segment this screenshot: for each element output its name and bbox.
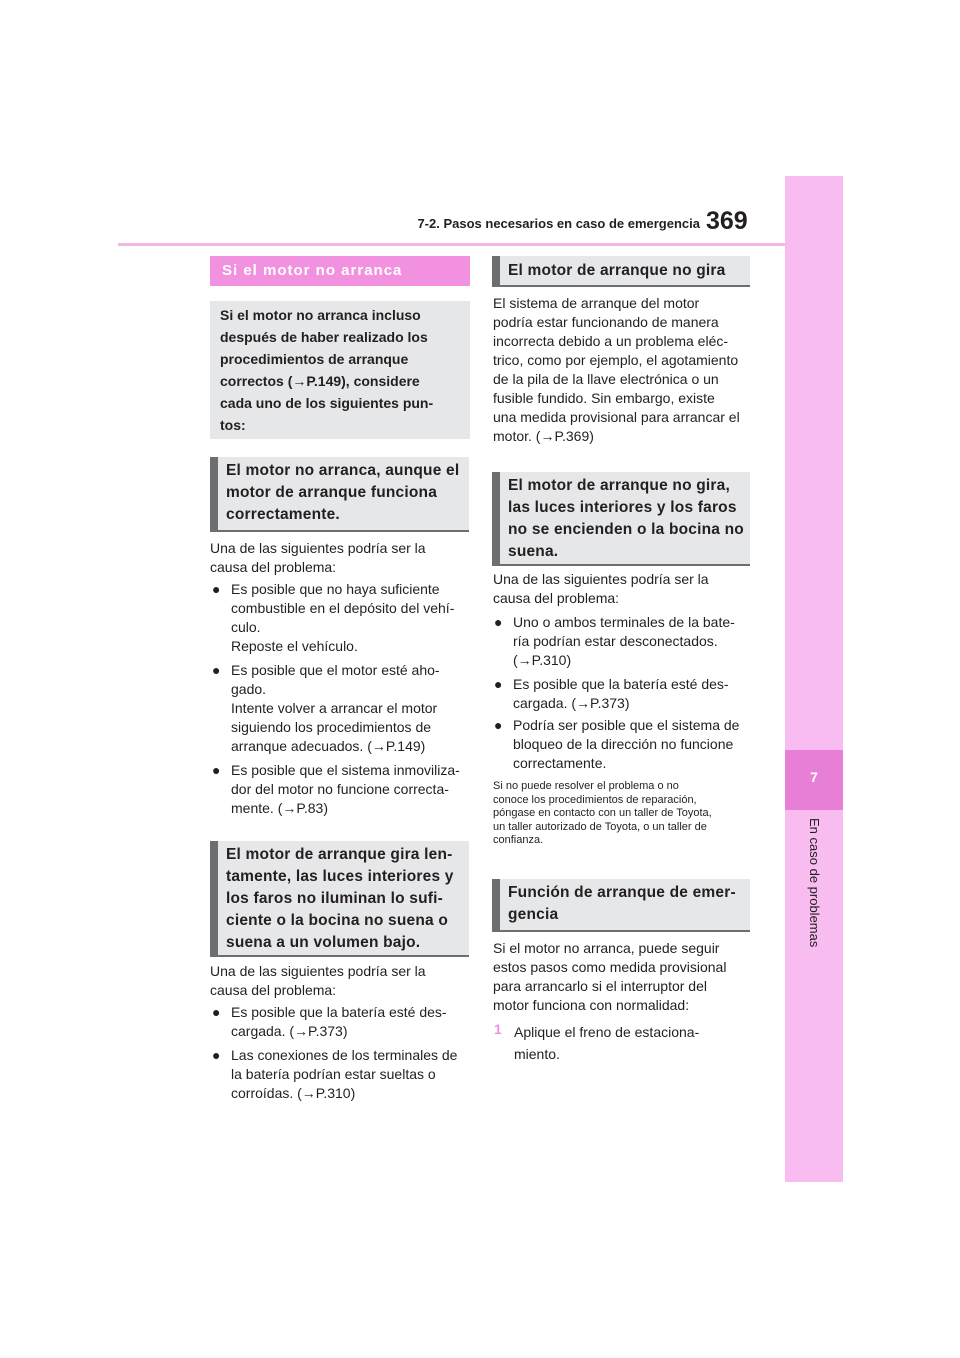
list-item bbox=[212, 761, 470, 821]
text-line: (→P.310) bbox=[513, 652, 572, 668]
subheading-line: gencia bbox=[508, 906, 559, 923]
bullet-dot: ● bbox=[212, 1047, 221, 1063]
subheading-line: El motor de arranque no gira, bbox=[508, 477, 730, 494]
subheading-line: suena. bbox=[508, 543, 559, 560]
intro-line: cada uno de los siguientes pun- bbox=[220, 395, 434, 411]
text-line: miento. bbox=[514, 1046, 560, 1062]
text-line: bloqueo de la dirección no funcione bbox=[513, 736, 734, 752]
text-line: gado. bbox=[231, 681, 267, 697]
main-heading: Si el motor no arranca bbox=[210, 256, 470, 286]
intro-line: correctos (→P.149), considere bbox=[220, 373, 420, 389]
text-line: Podría ser posible que el sistema de bbox=[513, 717, 740, 733]
section-title: 7-2. Pasos necesarios en caso de emergencia bbox=[417, 216, 700, 231]
text-line: la batería podrían estar sueltas o bbox=[231, 1066, 436, 1082]
bullet-dot: ● bbox=[494, 717, 503, 733]
subheading-line: tamente, las luces interiores y bbox=[226, 868, 454, 885]
step-text bbox=[514, 1021, 754, 1065]
subheading-emergency-start bbox=[492, 879, 750, 932]
subheading-no-lights-no-horn bbox=[492, 472, 750, 566]
text-line: Aplique el freno de estaciona- bbox=[514, 1024, 700, 1040]
text-line: confianza. bbox=[493, 834, 544, 846]
text-line: una medida provisional para arrancar el bbox=[493, 409, 740, 425]
text-line: Es posible que la batería esté des- bbox=[513, 676, 729, 692]
text-line: culo. bbox=[231, 619, 261, 635]
step-number: 1 bbox=[494, 1021, 502, 1037]
bullet-dot: ● bbox=[494, 614, 503, 630]
list-item bbox=[494, 613, 752, 673]
text-line: Una de las siguientes podría ser la bbox=[493, 571, 709, 587]
subheading-line: no se encienden o la bocina no bbox=[508, 521, 744, 538]
text-line: siguiendo los procedimientos de bbox=[231, 719, 432, 735]
text-line: un taller autorizado de Toyota, o un taller de bbox=[493, 820, 707, 833]
text-line: Una de las siguientes podría ser la bbox=[210, 540, 426, 556]
chapter-number: 7 bbox=[810, 769, 818, 785]
text-line: Es posible que la batería esté des- bbox=[231, 1004, 447, 1020]
subheading-line: El motor no arranca, aunque el bbox=[226, 462, 460, 479]
subheading-line: motor de arranque funciona bbox=[226, 484, 438, 501]
text-line: podría estar funcionando de manera bbox=[493, 314, 719, 330]
list-item bbox=[212, 580, 470, 658]
text-line: Si no puede resolver el problema o no bbox=[493, 780, 679, 792]
subheading-line: El motor de arranque no gira bbox=[508, 262, 726, 279]
subheading-starter-no-turn bbox=[492, 256, 750, 287]
intro-line: tos: bbox=[220, 417, 246, 433]
text-line: conoce los procedimientos de reparación, bbox=[493, 793, 697, 806]
text-line: fusible fundido. Sin embargo, existe bbox=[493, 390, 715, 406]
subheading-line: los faros no iluminan lo sufi- bbox=[226, 890, 443, 907]
subheading-line: ciente o la bocina no suena o bbox=[226, 912, 448, 929]
text-line: ría podrían estar desconectados. bbox=[513, 633, 718, 649]
body-paragraph bbox=[493, 294, 755, 446]
cause-paragraph bbox=[210, 539, 470, 577]
text-line: causa del problema: bbox=[210, 982, 337, 998]
page-number: 369 bbox=[706, 207, 748, 235]
text-line: Reposte el vehículo. bbox=[231, 638, 358, 654]
intro-box bbox=[210, 301, 470, 439]
header-rule bbox=[118, 243, 785, 246]
subheading-slow-starter bbox=[210, 841, 469, 957]
text-line: causa del problema: bbox=[493, 590, 620, 606]
intro-line: procedimientos de arranque bbox=[220, 351, 409, 367]
text-line: Uno o ambos terminales de la bate- bbox=[513, 614, 735, 630]
text-line: estos pasos como medida provisional bbox=[493, 959, 727, 975]
bullet-dot: ● bbox=[212, 662, 221, 678]
text-line: póngase en contacto con un taller de Toyota, bbox=[493, 807, 712, 819]
subheading-line: suena a un volumen bajo. bbox=[226, 934, 421, 951]
note-paragraph bbox=[493, 780, 755, 848]
text-line: corroídas. (→P.310) bbox=[231, 1085, 356, 1101]
list-item bbox=[212, 661, 470, 757]
text-line: Es posible que el sistema inmoviliza- bbox=[231, 762, 460, 778]
text-line: de la pila de la llave electrónica o un bbox=[493, 371, 719, 387]
text-line: cargada. (→P.373) bbox=[513, 695, 630, 711]
bullet-dot: ● bbox=[494, 676, 503, 692]
text-line: incorrecta debido a un problema eléc- bbox=[493, 333, 729, 349]
bullet-dot: ● bbox=[212, 1004, 221, 1020]
text-line: Una de las siguientes podría ser la bbox=[210, 963, 426, 979]
list-item bbox=[494, 675, 752, 715]
subheading-line: El motor de arranque gira len- bbox=[226, 846, 453, 863]
text-line: cargada. (→P.373) bbox=[231, 1023, 348, 1039]
text-line: motor. (→P.369) bbox=[493, 428, 594, 444]
text-line: Intente volver a arrancar el motor bbox=[231, 700, 438, 716]
text-line: Las conexiones de los terminales de bbox=[231, 1047, 458, 1063]
text-line: Si el motor no arranca, puede seguir bbox=[493, 940, 720, 956]
bullet-dot: ● bbox=[212, 762, 221, 778]
text-line: Es posible que el motor esté aho- bbox=[231, 662, 440, 678]
body-paragraph bbox=[493, 939, 755, 1015]
chapter-side-tab bbox=[785, 176, 843, 1182]
text-line: Es posible que no haya suficiente bbox=[231, 581, 440, 597]
text-line: motor funciona con normalidad: bbox=[493, 997, 690, 1013]
cause-paragraph bbox=[493, 570, 755, 608]
subheading-line: correctamente. bbox=[226, 506, 340, 523]
text-line: El sistema de arranque del motor bbox=[493, 295, 700, 311]
text-line: combustible en el depósito del vehí- bbox=[231, 600, 455, 616]
text-line: para arrancarlo si el interruptor del bbox=[493, 978, 707, 994]
list-item bbox=[212, 1046, 470, 1106]
chapter-label-text: En caso de problemas bbox=[807, 818, 822, 948]
subheading-line: Función de arranque de emer- bbox=[508, 884, 736, 901]
text-line: arranque adecuados. (→P.149) bbox=[231, 738, 426, 754]
subheading-line: las luces interiores y los faros bbox=[508, 499, 737, 516]
intro-line: después de haber realizado los bbox=[220, 329, 428, 345]
chapter-label bbox=[802, 818, 826, 968]
cause-paragraph bbox=[210, 962, 470, 1000]
text-line: correctamente. bbox=[513, 755, 607, 771]
text-line: trico, como por ejemplo, el agotamiento bbox=[493, 352, 739, 368]
list-item bbox=[212, 1003, 470, 1043]
bullet-dot: ● bbox=[212, 581, 221, 597]
intro-line: Si el motor no arranca incluso bbox=[220, 307, 421, 323]
text-line: dor del motor no funcione correcta- bbox=[231, 781, 449, 797]
text-line: causa del problema: bbox=[210, 559, 337, 575]
list-item bbox=[494, 716, 752, 776]
text-line: mente. (→P.83) bbox=[231, 800, 329, 816]
subheading-engine-no-start bbox=[210, 457, 469, 532]
